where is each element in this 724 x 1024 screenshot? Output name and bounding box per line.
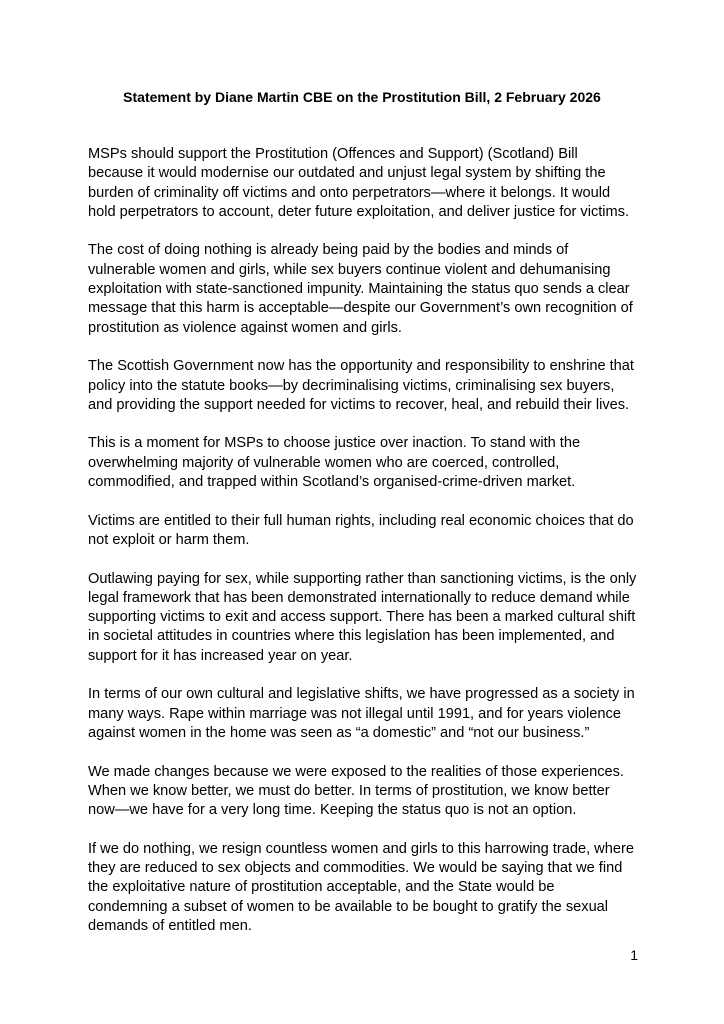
paragraph-line: The cost of doing nothing is already being paid by the bodies and minds of xyxy=(88,242,569,259)
paragraph-2 xyxy=(88,241,640,337)
paragraph-line: many ways. Rape within marriage was not illegal until 1991, and for years violence xyxy=(88,705,621,722)
paragraph-line: When we know better, we must do better. In terms of prostitution, we know better xyxy=(88,782,610,799)
paragraph-line: legal framework that has been demonstrated internationally to reduce demand while xyxy=(88,589,630,606)
paragraph-6 xyxy=(88,570,640,666)
paragraph-line: supporting victims to exit and access support. There has been a marked cultural shift xyxy=(88,609,636,626)
paragraph-line: This is a moment for MSPs to choose justice over inaction. To stand with the xyxy=(88,435,581,452)
paragraph-9 xyxy=(88,840,640,936)
paragraph-line: because it would modernise our outdated and unjust legal system by shifting the xyxy=(88,165,606,182)
paragraph-line: exploitation with state-sanctioned impunity. Maintaining the status quo sends a clear xyxy=(88,281,630,298)
paragraph-line: The Scottish Government now has the opportunity and responsibility to enshrine that xyxy=(88,358,634,375)
paragraph-line: hold perpetrators to account, deter future exploitation, and deliver justice for victims. xyxy=(88,203,630,220)
paragraph-line: the exploitative nature of prostitution acceptable, and the State would be xyxy=(88,879,555,896)
paragraph-line: burden of criminality off victims and onto perpetrators—where it belongs. It would xyxy=(88,184,611,201)
paragraph-8 xyxy=(88,763,640,821)
paragraph-1 xyxy=(88,145,640,222)
paragraph-line: commodified, and trapped within Scotland’s organised-crime-driven market. xyxy=(88,474,576,491)
paragraph-line: overwhelming majority of vulnerable women who are coerced, controlled, xyxy=(88,454,560,471)
paragraph-5 xyxy=(88,512,640,551)
paragraph-line: prostitution as violence against women and girls. xyxy=(88,319,402,336)
document-body xyxy=(88,145,640,955)
page-number: 1 xyxy=(630,947,638,963)
paragraph-line: vulnerable women and girls, while sex buyers continue violent and dehumanising xyxy=(88,261,611,278)
paragraph-line: they are reduced to sex objects and commodities. We would be saying that we find xyxy=(88,859,623,876)
paragraph-4 xyxy=(88,434,640,492)
paragraph-line: support for it has increased year on year. xyxy=(88,647,353,664)
paragraph-3 xyxy=(88,357,640,415)
paragraph-line: policy into the statute books—by decriminalising victims, criminalising sex buyers, xyxy=(88,377,615,394)
document-title: Statement by Diane Martin CBE on the Prostitution Bill, 2 February 2026 xyxy=(123,89,601,105)
paragraph-line: and providing the support needed for victims to recover, heal, and rebuild their lives. xyxy=(88,396,630,413)
paragraph-line: message that this harm is acceptable—despite our Government’s own recognition of xyxy=(88,300,633,317)
paragraph-line: In terms of our own cultural and legislative shifts, we have progressed as a society in xyxy=(88,686,635,703)
paragraph-line: Outlawing paying for sex, while supporting rather than sanctioning victims, is the only xyxy=(88,570,637,587)
paragraph-line: condemning a subset of women to be available to be bought to gratify the sexual xyxy=(88,898,609,915)
paragraph-line: We made changes because we were exposed to the realities of those experiences. xyxy=(88,763,624,780)
paragraph-line: demands of entitled men. xyxy=(88,917,252,934)
paragraph-line: in societal attitudes in countries where this legislation has been implemented, and xyxy=(88,628,615,645)
paragraph-line: against women in the home was seen as “a domestic” and “not our business.” xyxy=(88,724,590,741)
paragraph-line: If we do nothing, we resign countless women and girls to this harrowing trade, where xyxy=(88,840,634,857)
paragraph-line: MSPs should support the Prostitution (Offences and Support) (Scotland) Bill xyxy=(88,146,578,162)
paragraph-7 xyxy=(88,685,640,743)
paragraph-line: Victims are entitled to their full human rights, including real economic choices that do xyxy=(88,512,634,529)
paragraph-line: now—we have for a very long time. Keeping the status quo is not an option. xyxy=(88,802,577,819)
paragraph-line: not exploit or harm them. xyxy=(88,531,250,548)
